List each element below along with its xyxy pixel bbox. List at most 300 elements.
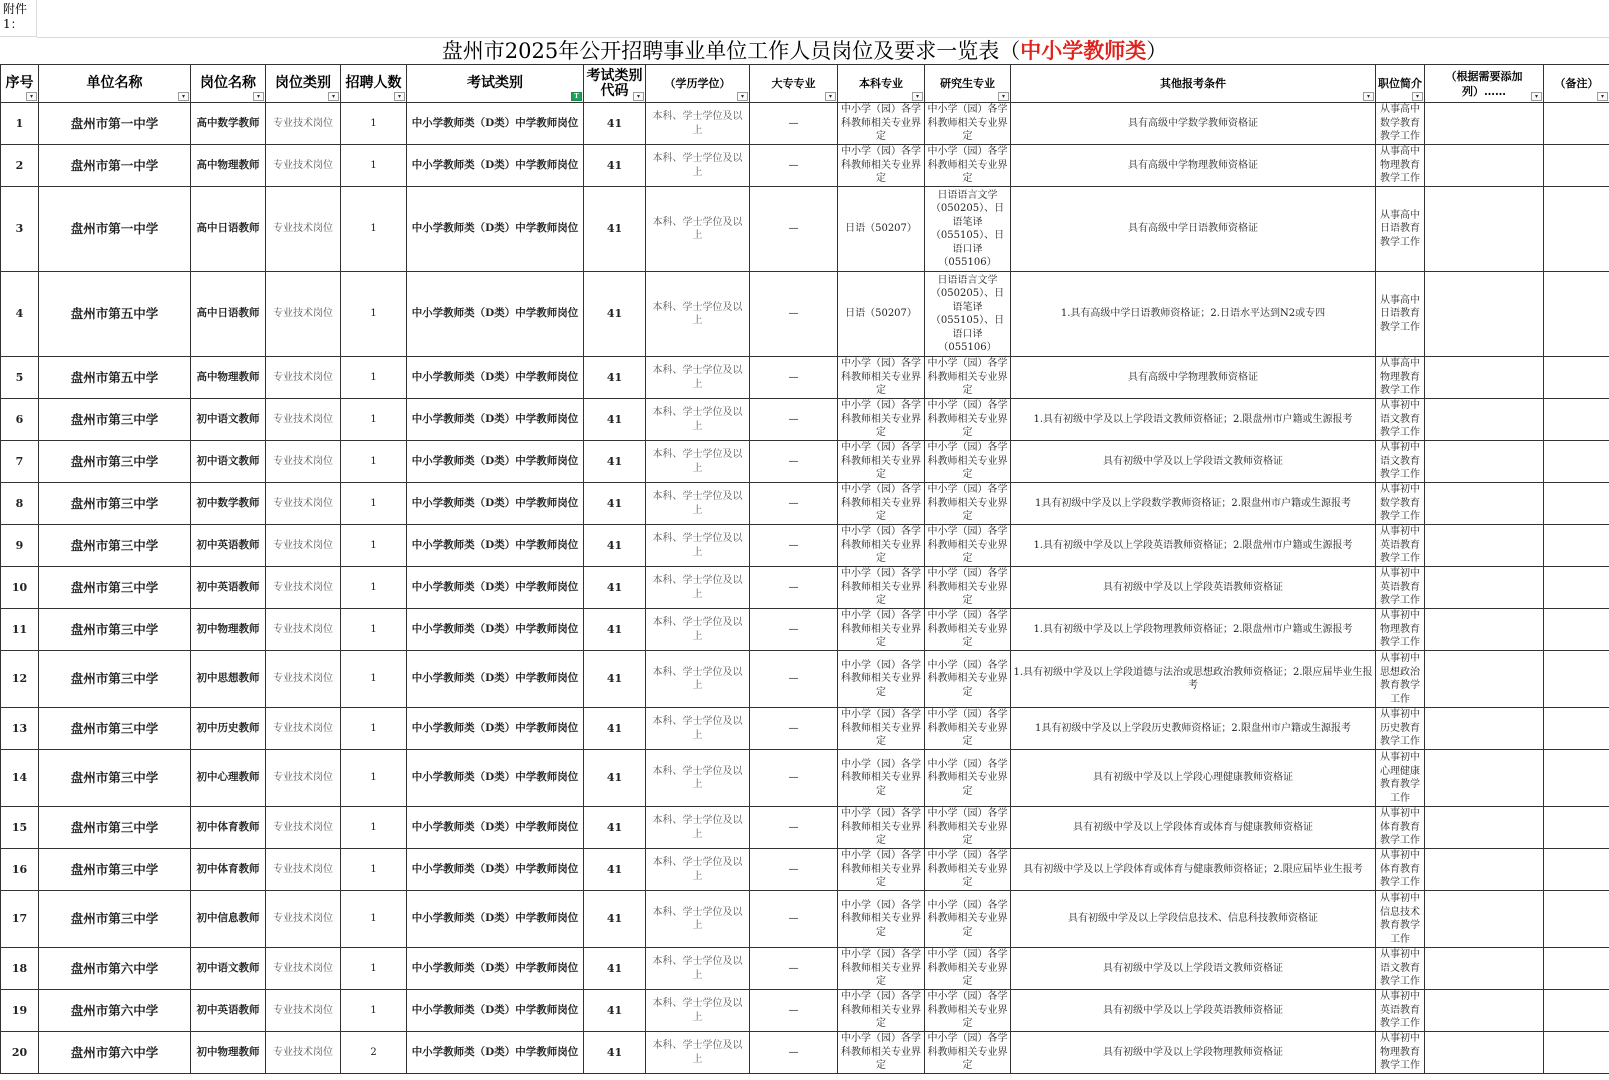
cell-education[interactable]: 本科、学士学位及以上: [646, 708, 750, 750]
cell-count[interactable]: 1: [341, 525, 407, 567]
cell-unit[interactable]: 盘州市第六中学: [39, 990, 191, 1032]
cell-graduate-major[interactable]: 中小学（园）各学科教师相关专业界定: [925, 567, 1011, 609]
cell-college-major[interactable]: —: [750, 807, 838, 849]
cell-category[interactable]: 专业技术岗位: [266, 567, 341, 609]
cell-intro[interactable]: 从事初中思想政治教育教学工作: [1376, 651, 1425, 708]
cell-college-major[interactable]: —: [750, 750, 838, 807]
cell-graduate-major[interactable]: 中小学（园）各学科教师相关专业界定: [925, 651, 1011, 708]
cell-intro[interactable]: 从事初中语文教育教学工作: [1376, 441, 1425, 483]
filter-dropdown-icon[interactable]: ▾: [253, 92, 264, 101]
cell-custom[interactable]: [1425, 483, 1544, 525]
cell-education[interactable]: 本科、学士学位及以上: [646, 651, 750, 708]
cell-intro[interactable]: 从事初中物理教育教学工作: [1376, 1032, 1425, 1074]
cell-exam[interactable]: 中小学教师类（D类）中学教师岗位: [407, 891, 584, 948]
cell-category[interactable]: 专业技术岗位: [266, 609, 341, 651]
cell-remarks[interactable]: [1544, 145, 1609, 187]
cell-no[interactable]: 6: [1, 399, 39, 441]
cell-other-conditions[interactable]: 1具有初级中学及以上学段历史教师资格证；2.限盘州市户籍或生源报考: [1011, 708, 1376, 750]
cell-count[interactable]: 1: [341, 990, 407, 1032]
cell-post[interactable]: 初中英语教师: [191, 525, 266, 567]
filter-dropdown-icon[interactable]: ▾: [1597, 92, 1608, 101]
cell-code[interactable]: 41: [584, 849, 646, 891]
cell-education[interactable]: 本科、学士学位及以上: [646, 103, 750, 145]
cell-count[interactable]: 1: [341, 103, 407, 145]
cell-unit[interactable]: 盘州市第三中学: [39, 849, 191, 891]
cell-graduate-major[interactable]: 中小学（园）各学科教师相关专业界定: [925, 357, 1011, 399]
cell-custom[interactable]: [1425, 399, 1544, 441]
filter-dropdown-icon[interactable]: ▾: [998, 92, 1009, 101]
cell-college-major[interactable]: —: [750, 272, 838, 357]
cell-post[interactable]: 高中数学教师: [191, 103, 266, 145]
cell-post[interactable]: 高中物理教师: [191, 145, 266, 187]
cell-college-major[interactable]: —: [750, 651, 838, 708]
cell-post[interactable]: 初中物理教师: [191, 1032, 266, 1074]
cell-count[interactable]: 1: [341, 399, 407, 441]
cell-graduate-major[interactable]: 中小学（园）各学科教师相关专业界定: [925, 849, 1011, 891]
cell-category[interactable]: 专业技术岗位: [266, 357, 341, 399]
cell-post[interactable]: 初中语文教师: [191, 948, 266, 990]
cell-remarks[interactable]: [1544, 849, 1609, 891]
header-category[interactable]: 岗位类别 ▾: [266, 65, 341, 103]
cell-custom[interactable]: [1425, 567, 1544, 609]
cell-unit[interactable]: 盘州市第一中学: [39, 145, 191, 187]
cell-intro[interactable]: 从事初中历史教育教学工作: [1376, 708, 1425, 750]
cell-education[interactable]: 本科、学士学位及以上: [646, 399, 750, 441]
cell-category[interactable]: 专业技术岗位: [266, 948, 341, 990]
header-code[interactable]: 考试类别代码 ▾: [584, 65, 646, 103]
cell-bachelor-major[interactable]: 中小学（园）各学科教师相关专业界定: [838, 1032, 925, 1074]
cell-education[interactable]: 本科、学士学位及以上: [646, 891, 750, 948]
cell-education[interactable]: 本科、学士学位及以上: [646, 609, 750, 651]
cell-count[interactable]: 1: [341, 441, 407, 483]
cell-bachelor-major[interactable]: 日语（50207）: [838, 187, 925, 272]
cell-count[interactable]: 1: [341, 272, 407, 357]
cell-bachelor-major[interactable]: 中小学（园）各学科教师相关专业界定: [838, 525, 925, 567]
filter-dropdown-icon[interactable]: ▾: [1531, 92, 1542, 101]
cell-count[interactable]: 1: [341, 708, 407, 750]
cell-no[interactable]: 8: [1, 483, 39, 525]
cell-count[interactable]: 1: [341, 948, 407, 990]
cell-graduate-major[interactable]: 日语语言文学（050205）、日语笔译（055105）、日语口译（055106）: [925, 187, 1011, 272]
cell-no[interactable]: 4: [1, 272, 39, 357]
page-title[interactable]: [0, 37, 1609, 64]
filter-dropdown-icon[interactable]: ▾: [1363, 92, 1374, 101]
cell-college-major[interactable]: —: [750, 891, 838, 948]
cell-no[interactable]: 16: [1, 849, 39, 891]
cell-unit[interactable]: 盘州市第五中学: [39, 357, 191, 399]
cell-remarks[interactable]: [1544, 609, 1609, 651]
cell-other-conditions[interactable]: 1.具有高级中学日语教师资格证；2.日语水平达到N2或专四: [1011, 272, 1376, 357]
cell-intro[interactable]: 从事高中日语教育教学工作: [1376, 272, 1425, 357]
cell-other-conditions[interactable]: 具有初级中学及以上学段心理健康教师资格证: [1011, 750, 1376, 807]
cell-no[interactable]: 12: [1, 651, 39, 708]
cell-count[interactable]: 1: [341, 609, 407, 651]
cell-category[interactable]: 专业技术岗位: [266, 1032, 341, 1074]
cell-graduate-major[interactable]: 日语语言文学（050205）、日语笔译（055105）、日语口译（055106）: [925, 272, 1011, 357]
cell-intro[interactable]: 从事初中体育教育教学工作: [1376, 849, 1425, 891]
cell-count[interactable]: 1: [341, 567, 407, 609]
cell-code[interactable]: 41: [584, 187, 646, 272]
cell-remarks[interactable]: [1544, 357, 1609, 399]
cell-custom[interactable]: [1425, 441, 1544, 483]
cell-graduate-major[interactable]: 中小学（园）各学科教师相关专业界定: [925, 708, 1011, 750]
cell-code[interactable]: 41: [584, 891, 646, 948]
cell-post[interactable]: 初中体育教师: [191, 849, 266, 891]
cell-college-major[interactable]: —: [750, 187, 838, 272]
cell-graduate-major[interactable]: 中小学（园）各学科教师相关专业界定: [925, 525, 1011, 567]
cell-education[interactable]: 本科、学士学位及以上: [646, 807, 750, 849]
cell-remarks[interactable]: [1544, 807, 1609, 849]
cell-code[interactable]: 41: [584, 103, 646, 145]
cell-post[interactable]: 初中英语教师: [191, 567, 266, 609]
cell-category[interactable]: 专业技术岗位: [266, 103, 341, 145]
cell-bachelor-major[interactable]: 中小学（园）各学科教师相关专业界定: [838, 849, 925, 891]
cell-unit[interactable]: 盘州市第三中学: [39, 708, 191, 750]
cell-category[interactable]: 专业技术岗位: [266, 990, 341, 1032]
cell-college-major[interactable]: —: [750, 609, 838, 651]
cell-unit[interactable]: 盘州市第三中学: [39, 891, 191, 948]
cell-intro[interactable]: 从事初中信息技术教育教学工作: [1376, 891, 1425, 948]
cell-exam[interactable]: 中小学教师类（D类）中学教师岗位: [407, 441, 584, 483]
cell-college-major[interactable]: —: [750, 145, 838, 187]
cell-other-conditions[interactable]: 具有初级中学及以上学段物理教师资格证: [1011, 1032, 1376, 1074]
cell-post[interactable]: 初中物理教师: [191, 609, 266, 651]
cell-unit[interactable]: 盘州市第六中学: [39, 948, 191, 990]
cell-remarks[interactable]: [1544, 441, 1609, 483]
cell-intro[interactable]: 从事初中英语教育教学工作: [1376, 567, 1425, 609]
cell-remarks[interactable]: [1544, 103, 1609, 145]
cell-category[interactable]: 专业技术岗位: [266, 708, 341, 750]
cell-remarks[interactable]: [1544, 187, 1609, 272]
cell-code[interactable]: 41: [584, 807, 646, 849]
cell-bachelor-major[interactable]: 中小学（园）各学科教师相关专业界定: [838, 145, 925, 187]
cell-unit[interactable]: 盘州市第三中学: [39, 483, 191, 525]
cell-post[interactable]: 初中信息教师: [191, 891, 266, 948]
cell-no[interactable]: 18: [1, 948, 39, 990]
cell-intro[interactable]: 从事初中物理教育教学工作: [1376, 609, 1425, 651]
cell-other-conditions[interactable]: 具有高级中学物理教师资格证: [1011, 145, 1376, 187]
cell-post[interactable]: 初中心理教师: [191, 750, 266, 807]
cell-unit[interactable]: 盘州市第三中学: [39, 651, 191, 708]
cell-college-major[interactable]: —: [750, 399, 838, 441]
filter-dropdown-icon[interactable]: ▾: [912, 92, 923, 101]
cell-no[interactable]: 13: [1, 708, 39, 750]
cell-graduate-major[interactable]: 中小学（园）各学科教师相关专业界定: [925, 399, 1011, 441]
cell-other-conditions[interactable]: 具有初级中学及以上学段语文教师资格证: [1011, 441, 1376, 483]
cell-college-major[interactable]: —: [750, 525, 838, 567]
cell-custom[interactable]: [1425, 990, 1544, 1032]
cell-post[interactable]: 初中数学教师: [191, 483, 266, 525]
cell-graduate-major[interactable]: 中小学（园）各学科教师相关专业界定: [925, 750, 1011, 807]
cell-no[interactable]: 5: [1, 357, 39, 399]
cell-no[interactable]: 15: [1, 807, 39, 849]
cell-bachelor-major[interactable]: 中小学（园）各学科教师相关专业界定: [838, 567, 925, 609]
cell-code[interactable]: 41: [584, 272, 646, 357]
cell-college-major[interactable]: —: [750, 708, 838, 750]
cell-code[interactable]: 41: [584, 750, 646, 807]
cell-post[interactable]: 高中日语教师: [191, 187, 266, 272]
cell-count[interactable]: 1: [341, 750, 407, 807]
header-other-conditions[interactable]: 其他报考条件 ▾: [1011, 65, 1376, 103]
cell-category[interactable]: 专业技术岗位: [266, 272, 341, 357]
cell-exam[interactable]: 中小学教师类（D类）中学教师岗位: [407, 807, 584, 849]
header-intro[interactable]: 职位简介 ▾: [1376, 65, 1425, 103]
cell-category[interactable]: 专业技术岗位: [266, 525, 341, 567]
cell-no[interactable]: 9: [1, 525, 39, 567]
cell-college-major[interactable]: —: [750, 948, 838, 990]
cell-bachelor-major[interactable]: 中小学（园）各学科教师相关专业界定: [838, 807, 925, 849]
filter-dropdown-icon[interactable]: ▾: [26, 92, 37, 101]
cell-other-conditions[interactable]: 1具有初级中学及以上学段数学教师资格证；2.限盘州市户籍或生源报考: [1011, 483, 1376, 525]
filter-dropdown-icon[interactable]: ▾: [737, 92, 748, 101]
cell-exam[interactable]: 中小学教师类（D类）中学教师岗位: [407, 525, 584, 567]
cell-code[interactable]: 41: [584, 145, 646, 187]
cell-education[interactable]: 本科、学士学位及以上: [646, 187, 750, 272]
cell-custom[interactable]: [1425, 948, 1544, 990]
cell-education[interactable]: 本科、学士学位及以上: [646, 483, 750, 525]
cell-post[interactable]: 初中历史教师: [191, 708, 266, 750]
cell-category[interactable]: 专业技术岗位: [266, 651, 341, 708]
cell-unit[interactable]: 盘州市第六中学: [39, 1032, 191, 1074]
cell-graduate-major[interactable]: 中小学（园）各学科教师相关专业界定: [925, 1032, 1011, 1074]
cell-education[interactable]: 本科、学士学位及以上: [646, 849, 750, 891]
cell-college-major[interactable]: —: [750, 103, 838, 145]
cell-remarks[interactable]: [1544, 272, 1609, 357]
cell-remarks[interactable]: [1544, 651, 1609, 708]
cell-remarks[interactable]: [1544, 990, 1609, 1032]
cell-category[interactable]: 专业技术岗位: [266, 441, 341, 483]
cell-graduate-major[interactable]: 中小学（园）各学科教师相关专业界定: [925, 807, 1011, 849]
cell-other-conditions[interactable]: 具有初级中学及以上学段英语教师资格证: [1011, 990, 1376, 1032]
cell-unit[interactable]: 盘州市第三中学: [39, 525, 191, 567]
cell-custom[interactable]: [1425, 145, 1544, 187]
cell-graduate-major[interactable]: 中小学（园）各学科教师相关专业界定: [925, 609, 1011, 651]
cell-bachelor-major[interactable]: 中小学（园）各学科教师相关专业界定: [838, 483, 925, 525]
cell-intro[interactable]: 从事高中数学教育教学工作: [1376, 103, 1425, 145]
cell-unit[interactable]: 盘州市第三中学: [39, 609, 191, 651]
cell-education[interactable]: 本科、学士学位及以上: [646, 272, 750, 357]
cell-other-conditions[interactable]: 具有初级中学及以上学段体育或体育与健康教师资格证；2.限应届毕业生报考: [1011, 849, 1376, 891]
cell-exam[interactable]: 中小学教师类（D类）中学教师岗位: [407, 651, 584, 708]
cell-education[interactable]: 本科、学士学位及以上: [646, 145, 750, 187]
cell-post[interactable]: 初中思想教师: [191, 651, 266, 708]
cell-unit[interactable]: 盘州市第三中学: [39, 750, 191, 807]
cell-exam[interactable]: 中小学教师类（D类）中学教师岗位: [407, 357, 584, 399]
cell-code[interactable]: 41: [584, 948, 646, 990]
cell-remarks[interactable]: [1544, 708, 1609, 750]
cell-no[interactable]: 11: [1, 609, 39, 651]
filter-dropdown-icon[interactable]: ▾: [394, 92, 405, 101]
cell-other-conditions[interactable]: 具有高级中学物理教师资格证: [1011, 357, 1376, 399]
cell-other-conditions[interactable]: 1.具有初级中学及以上学段物理教师资格证；2.限盘州市户籍或生源报考: [1011, 609, 1376, 651]
cell-bachelor-major[interactable]: 中小学（园）各学科教师相关专业界定: [838, 103, 925, 145]
cell-unit[interactable]: 盘州市第一中学: [39, 103, 191, 145]
cell-count[interactable]: 1: [341, 651, 407, 708]
cell-code[interactable]: 41: [584, 567, 646, 609]
cell-count[interactable]: 1: [341, 807, 407, 849]
cell-bachelor-major[interactable]: 中小学（园）各学科教师相关专业界定: [838, 708, 925, 750]
cell-remarks[interactable]: [1544, 399, 1609, 441]
header-college-major[interactable]: 大专专业 ▾: [750, 65, 838, 103]
cell-remarks[interactable]: [1544, 483, 1609, 525]
cell-count[interactable]: 1: [341, 849, 407, 891]
cell-education[interactable]: 本科、学士学位及以上: [646, 357, 750, 399]
cell-custom[interactable]: [1425, 103, 1544, 145]
cell-exam[interactable]: 中小学教师类（D类）中学教师岗位: [407, 399, 584, 441]
cell-other-conditions[interactable]: 具有高级中学数学教师资格证: [1011, 103, 1376, 145]
cell-code[interactable]: 41: [584, 357, 646, 399]
cell-college-major[interactable]: —: [750, 990, 838, 1032]
cell-no[interactable]: 14: [1, 750, 39, 807]
cell-no[interactable]: 17: [1, 891, 39, 948]
cell-category[interactable]: 专业技术岗位: [266, 145, 341, 187]
cell-category[interactable]: 专业技术岗位: [266, 483, 341, 525]
cell-post[interactable]: 高中日语教师: [191, 272, 266, 357]
cell-exam[interactable]: 中小学教师类（D类）中学教师岗位: [407, 708, 584, 750]
cell-graduate-major[interactable]: 中小学（园）各学科教师相关专业界定: [925, 891, 1011, 948]
cell-custom[interactable]: [1425, 525, 1544, 567]
cell-college-major[interactable]: —: [750, 483, 838, 525]
cell-no[interactable]: 20: [1, 1032, 39, 1074]
cell-intro[interactable]: 从事初中语文教育教学工作: [1376, 399, 1425, 441]
cell-education[interactable]: 本科、学士学位及以上: [646, 948, 750, 990]
cell-category[interactable]: 专业技术岗位: [266, 807, 341, 849]
cell-custom[interactable]: [1425, 187, 1544, 272]
cell-graduate-major[interactable]: 中小学（园）各学科教师相关专业界定: [925, 145, 1011, 187]
cell-exam[interactable]: 中小学教师类（D类）中学教师岗位: [407, 187, 584, 272]
cell-no[interactable]: 19: [1, 990, 39, 1032]
cell-post[interactable]: 初中语文教师: [191, 441, 266, 483]
cell-intro[interactable]: 从事初中语文教育教学工作: [1376, 948, 1425, 990]
header-education[interactable]: （学历学位） ▾: [646, 65, 750, 103]
filter-dropdown-icon[interactable]: ▾: [328, 92, 339, 101]
filter-dropdown-icon[interactable]: ▾: [1412, 92, 1423, 101]
cell-exam[interactable]: 中小学教师类（D类）中学教师岗位: [407, 1032, 584, 1074]
cell-graduate-major[interactable]: 中小学（园）各学科教师相关专业界定: [925, 948, 1011, 990]
filter-dropdown-icon[interactable]: ▾: [825, 92, 836, 101]
cell-exam[interactable]: 中小学教师类（D类）中学教师岗位: [407, 849, 584, 891]
header-unit[interactable]: 单位名称 ▾: [39, 65, 191, 103]
cell-category[interactable]: 专业技术岗位: [266, 750, 341, 807]
cell-no[interactable]: 10: [1, 567, 39, 609]
header-remarks[interactable]: （备注） ▾: [1544, 65, 1609, 103]
cell-education[interactable]: 本科、学士学位及以上: [646, 441, 750, 483]
cell-count[interactable]: 1: [341, 145, 407, 187]
cell-custom[interactable]: [1425, 357, 1544, 399]
cell-unit[interactable]: 盘州市第三中学: [39, 441, 191, 483]
cell-post[interactable]: 初中英语教师: [191, 990, 266, 1032]
cell-remarks[interactable]: [1544, 567, 1609, 609]
cell-count[interactable]: 1: [341, 891, 407, 948]
cell-education[interactable]: 本科、学士学位及以上: [646, 1032, 750, 1074]
cell-other-conditions[interactable]: 具有初级中学及以上学段体育或体育与健康教师资格证: [1011, 807, 1376, 849]
cell-count[interactable]: 1: [341, 187, 407, 272]
cell-education[interactable]: 本科、学士学位及以上: [646, 567, 750, 609]
cell-custom[interactable]: [1425, 849, 1544, 891]
cell-graduate-major[interactable]: 中小学（园）各学科教师相关专业界定: [925, 103, 1011, 145]
filter-dropdown-icon[interactable]: ▾: [633, 92, 644, 101]
cell-intro[interactable]: 从事初中英语教育教学工作: [1376, 990, 1425, 1032]
cell-post[interactable]: 高中物理教师: [191, 357, 266, 399]
cell-college-major[interactable]: —: [750, 441, 838, 483]
cell-exam[interactable]: 中小学教师类（D类）中学教师岗位: [407, 990, 584, 1032]
cell-intro[interactable]: 从事初中体育教育教学工作: [1376, 807, 1425, 849]
cell-education[interactable]: 本科、学士学位及以上: [646, 525, 750, 567]
cell-remarks[interactable]: [1544, 948, 1609, 990]
cell-intro[interactable]: 从事高中日语教育教学工作: [1376, 187, 1425, 272]
cell-other-conditions[interactable]: 1.具有初级中学及以上学段道德与法治或思想政治教师资格证；2.限应届毕业生报考: [1011, 651, 1376, 708]
cell-unit[interactable]: 盘州市第五中学: [39, 272, 191, 357]
cell-no[interactable]: 7: [1, 441, 39, 483]
cell-post[interactable]: 初中体育教师: [191, 807, 266, 849]
cell-exam[interactable]: 中小学教师类（D类）中学教师岗位: [407, 948, 584, 990]
cell-remarks[interactable]: [1544, 750, 1609, 807]
cell-unit[interactable]: 盘州市第三中学: [39, 807, 191, 849]
annex-label-cell[interactable]: 附件1：: [0, 0, 37, 37]
cell-remarks[interactable]: [1544, 891, 1609, 948]
cell-bachelor-major[interactable]: 中小学（园）各学科教师相关专业界定: [838, 357, 925, 399]
cell-bachelor-major[interactable]: 中小学（园）各学科教师相关专业界定: [838, 651, 925, 708]
cell-intro[interactable]: 从事初中心理健康教育教学工作: [1376, 750, 1425, 807]
cell-education[interactable]: 本科、学士学位及以上: [646, 990, 750, 1032]
cell-no[interactable]: 3: [1, 187, 39, 272]
cell-unit[interactable]: 盘州市第一中学: [39, 187, 191, 272]
cell-exam[interactable]: 中小学教师类（D类）中学教师岗位: [407, 567, 584, 609]
cell-intro[interactable]: 从事高中物理教育教学工作: [1376, 145, 1425, 187]
cell-post[interactable]: 初中语文教师: [191, 399, 266, 441]
cell-bachelor-major[interactable]: 中小学（园）各学科教师相关专业界定: [838, 609, 925, 651]
cell-bachelor-major[interactable]: 中小学（园）各学科教师相关专业界定: [838, 399, 925, 441]
cell-intro[interactable]: 从事初中数学教育教学工作: [1376, 483, 1425, 525]
cell-custom[interactable]: [1425, 891, 1544, 948]
cell-bachelor-major[interactable]: 中小学（园）各学科教师相关专业界定: [838, 948, 925, 990]
cell-bachelor-major[interactable]: 中小学（园）各学科教师相关专业界定: [838, 891, 925, 948]
cell-unit[interactable]: 盘州市第三中学: [39, 399, 191, 441]
cell-graduate-major[interactable]: 中小学（园）各学科教师相关专业界定: [925, 483, 1011, 525]
cell-remarks[interactable]: [1544, 525, 1609, 567]
header-bachelor-major[interactable]: 本科专业 ▾: [838, 65, 925, 103]
cell-code[interactable]: 41: [584, 1032, 646, 1074]
cell-custom[interactable]: [1425, 750, 1544, 807]
cell-exam[interactable]: 中小学教师类（D类）中学教师岗位: [407, 145, 584, 187]
cell-custom[interactable]: [1425, 651, 1544, 708]
cell-count[interactable]: 2: [341, 1032, 407, 1074]
cell-intro[interactable]: 从事高中物理教育教学工作: [1376, 357, 1425, 399]
cell-college-major[interactable]: —: [750, 1032, 838, 1074]
cell-other-conditions[interactable]: 具有初级中学及以上学段英语教师资格证: [1011, 567, 1376, 609]
header-count[interactable]: 招聘人数 ▾: [341, 65, 407, 103]
cell-code[interactable]: 41: [584, 609, 646, 651]
cell-custom[interactable]: [1425, 272, 1544, 357]
header-no[interactable]: 序号 ▾: [1, 65, 39, 103]
cell-remarks[interactable]: [1544, 1032, 1609, 1074]
cell-code[interactable]: 41: [584, 399, 646, 441]
cell-count[interactable]: 1: [341, 483, 407, 525]
cell-bachelor-major[interactable]: 中小学（园）各学科教师相关专业界定: [838, 441, 925, 483]
cell-graduate-major[interactable]: 中小学（园）各学科教师相关专业界定: [925, 441, 1011, 483]
active-filter-icon[interactable]: T: [571, 92, 582, 101]
cell-category[interactable]: 专业技术岗位: [266, 891, 341, 948]
cell-code[interactable]: 41: [584, 708, 646, 750]
cell-other-conditions[interactable]: 1.具有初级中学及以上学段语文教师资格证；2.限盘州市户籍或生源报考: [1011, 399, 1376, 441]
cell-custom[interactable]: [1425, 1032, 1544, 1074]
cell-bachelor-major[interactable]: 日语（50207）: [838, 272, 925, 357]
header-graduate-major[interactable]: 研究生专业 ▾: [925, 65, 1011, 103]
cell-exam[interactable]: 中小学教师类（D类）中学教师岗位: [407, 483, 584, 525]
cell-bachelor-major[interactable]: 中小学（园）各学科教师相关专业界定: [838, 990, 925, 1032]
header-post[interactable]: 岗位名称 ▾: [191, 65, 266, 103]
cell-category[interactable]: 专业技术岗位: [266, 399, 341, 441]
